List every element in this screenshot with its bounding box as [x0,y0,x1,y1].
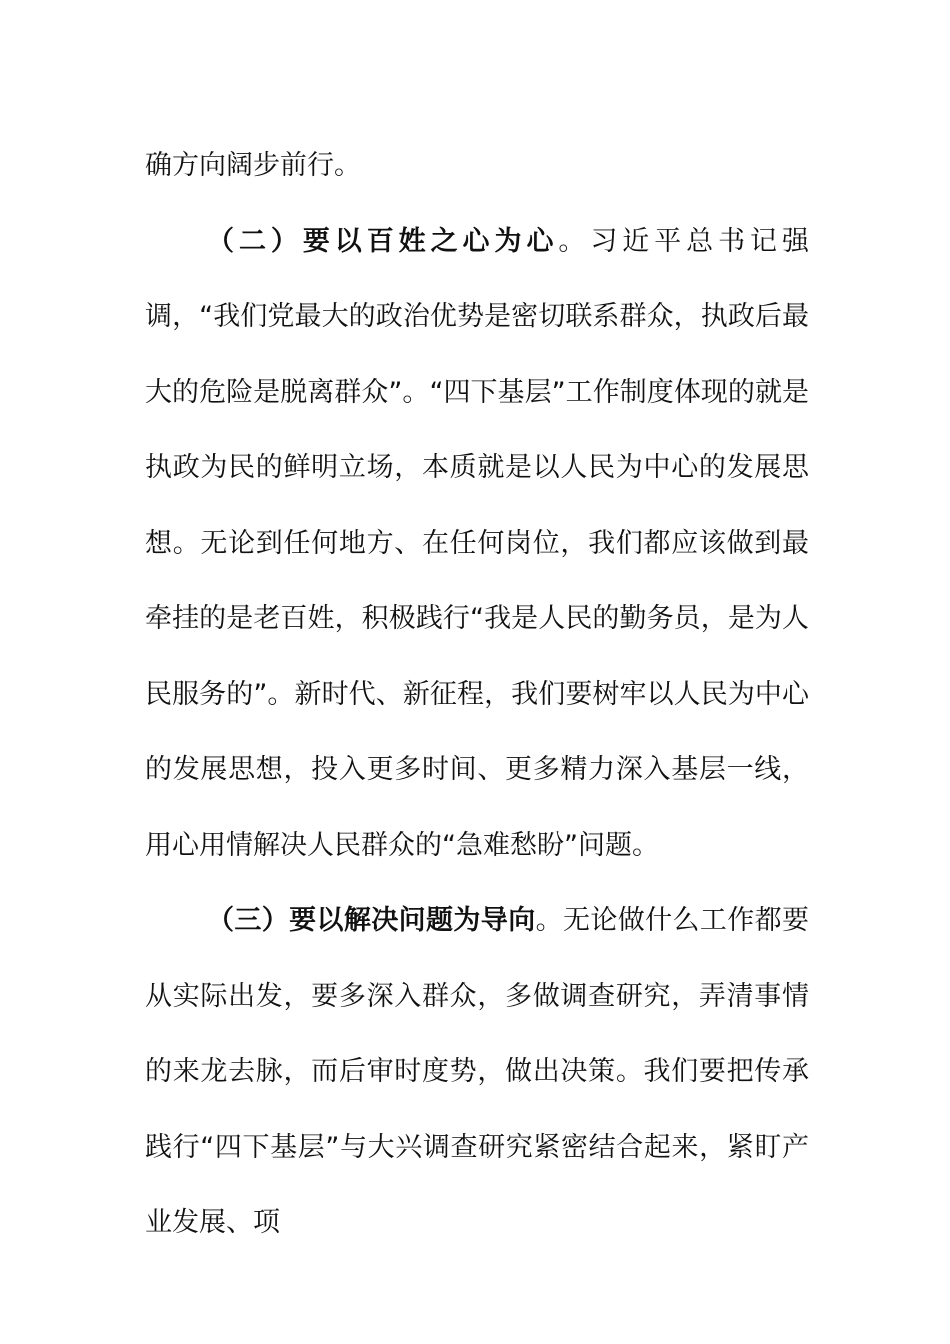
paragraph-text: 。习近平总书记强调，“我们党最大的政治优势是密切联系群众，执政后最大的危险是脱离群众”。“四下基层”工作制度体现的就是执政为民的鲜明立场，本质就是以人民为中心的发展思想。无论到任何地方、在任何岗位，我们都应该做到最牵挂的是老百姓，积极践行“我是人民的勤务员，是为人民服务的”。新时代、新征程，我们要树牢以人民为中心的发展思想，投入更多时间、更多精力深入基层一线，用心用情解决人民群众的“急难愁盼”问题。 [145,225,810,861]
document-body [145,128,809,1261]
paragraph-section-3 [145,883,809,1261]
paragraph-text: 。无论做什么工作都要从实际出发，要多深入群众，多做调查研究，弄清事情的来龙去脉，而后审时度势，做出决策。我们要把传承践行“四下基层”与大兴调查研究紧密结合起来，紧盯产业发展、项 [145,905,810,1238]
paragraph-carryover [145,128,809,204]
section-heading-3: （三）要以解决问题为导向 [207,905,536,936]
section-heading-2: （二）要以百姓之心为心 [207,225,559,257]
paragraph-section-2 [145,204,809,884]
paragraph-text: 确方向阔步前行。 [145,150,361,181]
